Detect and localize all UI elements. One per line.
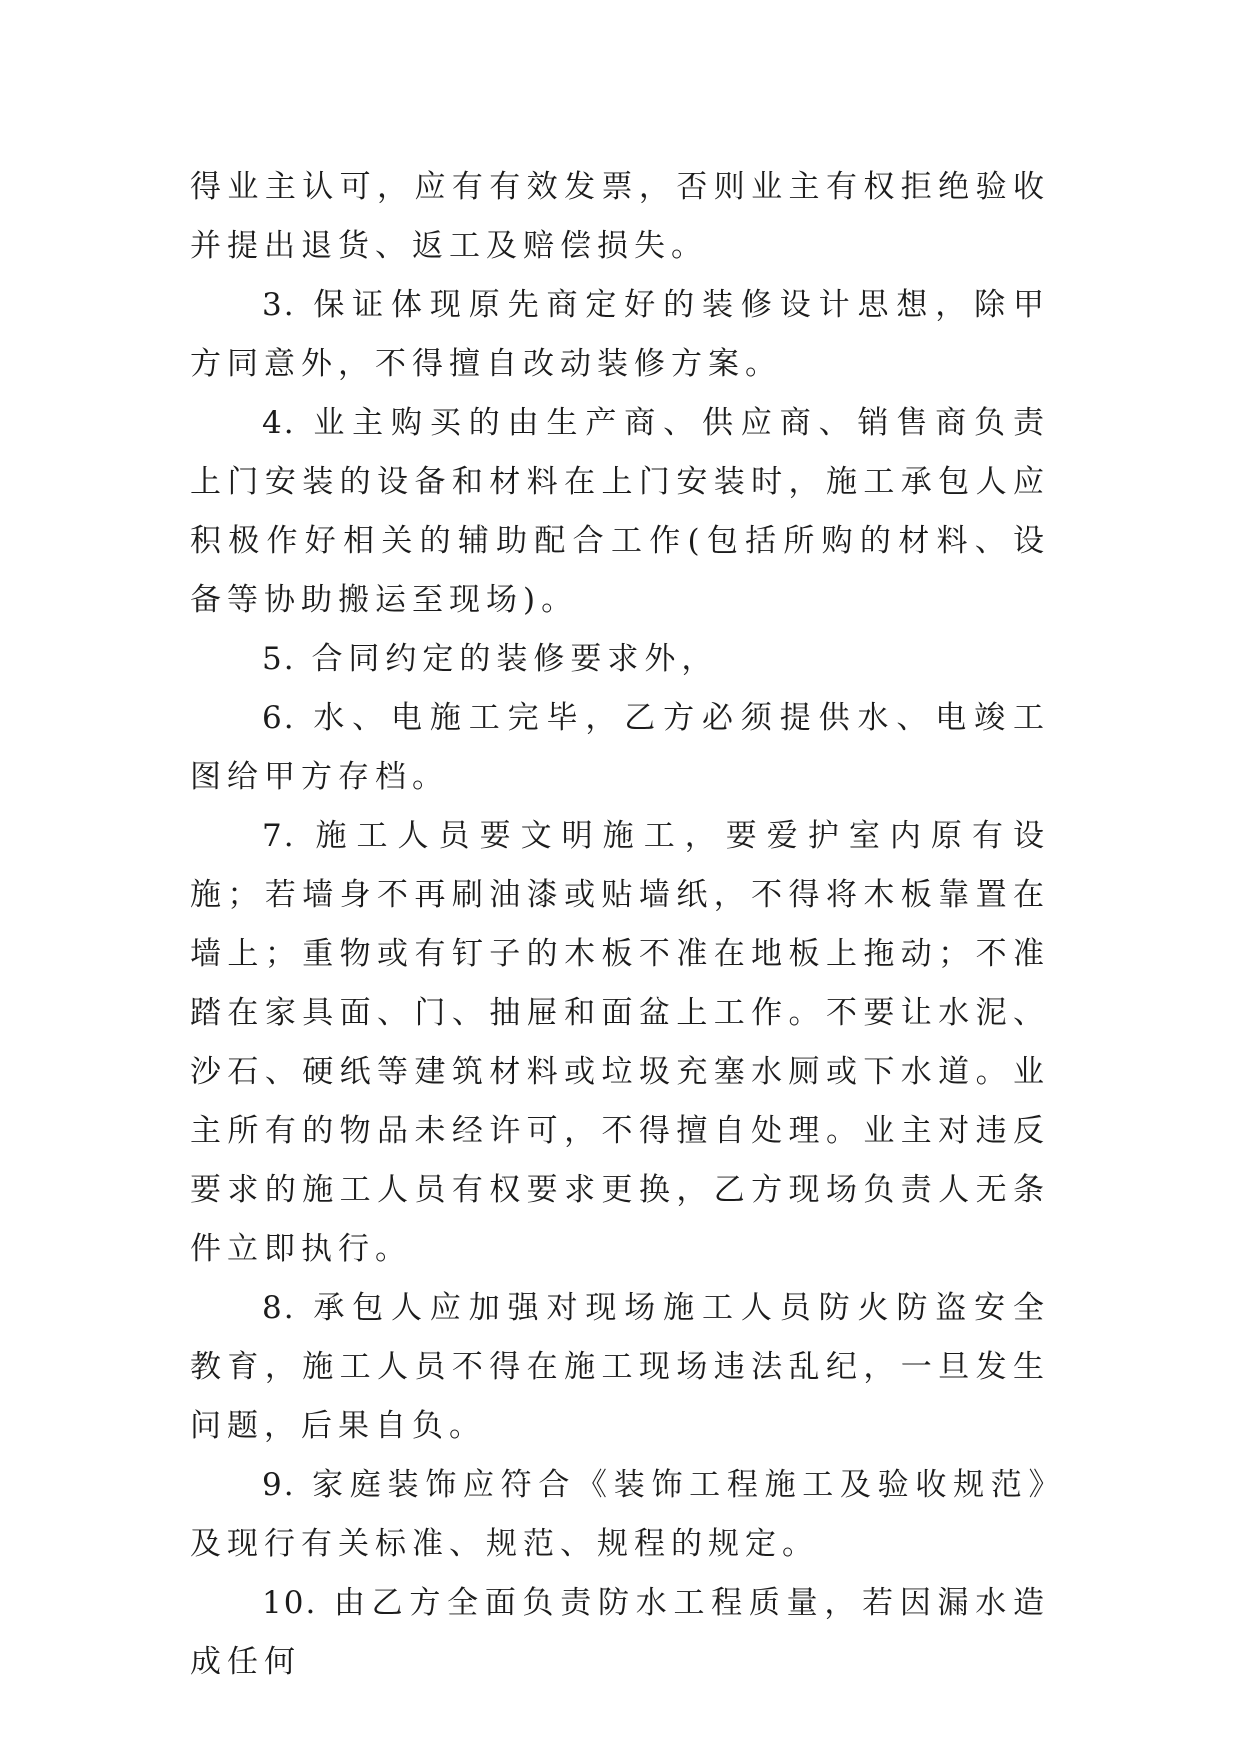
paragraph-text: 由乙方全面负责防水工程质量，若因漏水造成任何: [190, 1585, 1051, 1680]
paragraph-item-9: [190, 1456, 1050, 1574]
paragraph-item-7: [190, 807, 1050, 1279]
paragraph-text: 家庭装饰应符合《装饰工程施工及验收规范》及现行有关标准、规范、规程的规定。: [190, 1467, 1050, 1562]
paragraph-text: 合同约定的装修要求外，: [311, 641, 719, 677]
paragraph-text: 承包人应加强对现场施工人员防火防盗安全教育，施工人员不得在施工现场违法乱纪，一旦发生问题，后果自负。: [190, 1290, 1051, 1444]
document-body: [190, 158, 1050, 1692]
paragraph-number: 8.: [262, 1290, 296, 1326]
paragraph-text: 施工人员要文明施工，要爱护室内原有设施；若墙身不再刷油漆或贴墙纸，不得将木板靠置在墙上；重物或有钉子的木板不准在地板上拖动；不准踏在家具面、门、抽屉和面盆上工作。不要让水泥、沙石、硬纸等建筑材料或垃圾充塞水厕或下水道。业主所有的物品未经许可，不得擅自处理。业主对违反要求的施工人员有权要求更换，乙方现场负责人无条件立即执行。: [190, 818, 1050, 1267]
paragraph-number: 4.: [262, 405, 296, 441]
paragraph-item-3: [190, 276, 1050, 394]
paragraph-number: 6.: [262, 700, 296, 736]
paragraph-number: 3.: [262, 287, 296, 323]
paragraph-number: 10.: [262, 1585, 318, 1621]
paragraph-continued: [190, 158, 1050, 276]
paragraph-number: 9.: [262, 1467, 296, 1503]
paragraph-item-6: [190, 689, 1050, 807]
paragraph-item-5: [190, 630, 1050, 689]
paragraph-text: 保证体现原先商定好的装修设计思想，除甲方同意外，不得擅自改动装修方案。: [190, 287, 1051, 382]
paragraph-text: 业主购买的由生产商、供应商、销售商负责上门安装的设备和材料在上门安装时，施工承包人应积极作好相关的辅助配合工作(包括所购的材料、设备等协助搬运至现场)。: [190, 405, 1051, 618]
paragraph-text: 水、电施工完毕，乙方必须提供水、电竣工图给甲方存档。: [190, 700, 1051, 795]
paragraph-item-8: [190, 1279, 1050, 1456]
paragraph-text: 得业主认可，应有有效发票，否则业主有权拒绝验收并提出退货、返工及赔偿损失。: [190, 169, 1050, 264]
paragraph-number: 5.: [262, 641, 296, 677]
paragraph-item-4: [190, 394, 1050, 630]
paragraph-number: 7.: [262, 818, 296, 854]
paragraph-item-10: [190, 1574, 1050, 1692]
